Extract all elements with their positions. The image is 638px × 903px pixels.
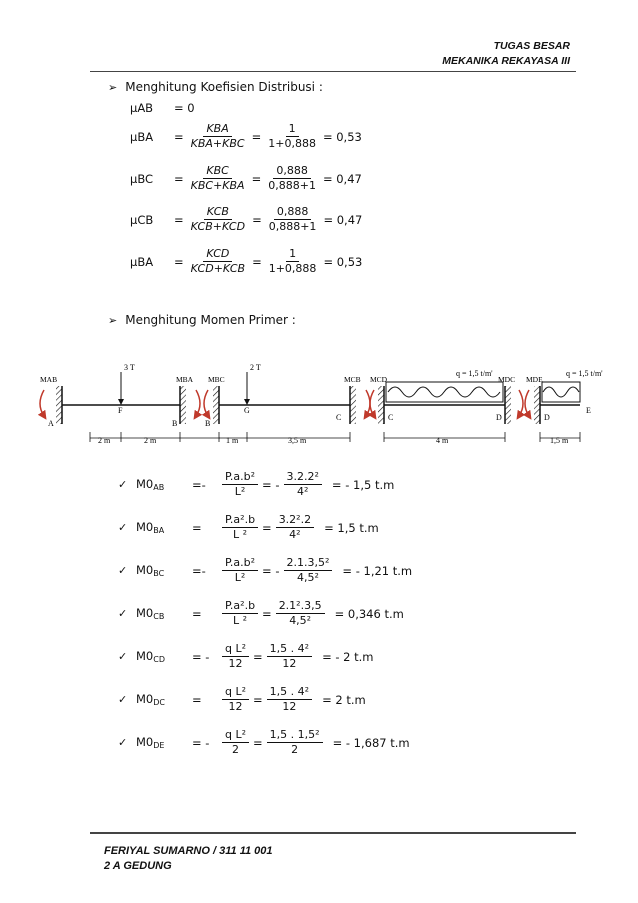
mu-row bbox=[130, 101, 195, 115]
stiffness-fraction bbox=[188, 164, 248, 193]
value-fraction bbox=[276, 599, 325, 628]
mid-sign: = - bbox=[262, 563, 280, 578]
fraction-denominator: 12 bbox=[282, 700, 297, 713]
distributed-load-box bbox=[542, 382, 580, 402]
footer-class: 2 A GEDUNG bbox=[104, 860, 172, 872]
label-MBC: MBC bbox=[208, 375, 225, 384]
equals-sign: = bbox=[251, 171, 262, 186]
mu-row bbox=[130, 205, 362, 234]
mu-result: = 0,47 bbox=[323, 212, 363, 227]
moment-result: = 2 t.m bbox=[322, 692, 366, 707]
checkmark-icon: ✓ bbox=[118, 607, 128, 620]
fraction-numerator: KBC bbox=[203, 164, 231, 179]
fraction-numerator: 0,888 bbox=[274, 205, 312, 220]
fraction-denominator: 4² bbox=[296, 485, 309, 498]
fixed-support-A bbox=[56, 386, 62, 424]
label-node-D2: D bbox=[544, 413, 550, 422]
fraction-denominator: L² bbox=[234, 571, 246, 584]
distributed-load-wave bbox=[388, 387, 500, 397]
label-MCB: MCB bbox=[344, 375, 361, 384]
lead-sign: = bbox=[192, 520, 202, 535]
equals-sign: = bbox=[252, 212, 262, 227]
mid-sign: = - bbox=[262, 477, 280, 492]
mu-row bbox=[130, 164, 362, 193]
fixed-support-C1 bbox=[350, 386, 356, 424]
moment-label bbox=[136, 606, 192, 621]
moment-subscript: DC bbox=[153, 698, 165, 707]
fraction-numerator: 1,5 . 4² bbox=[267, 642, 312, 657]
fixed-support-C2 bbox=[378, 386, 384, 424]
dim-label: 3,5 m bbox=[288, 436, 307, 445]
checkmark-icon: ✓ bbox=[118, 693, 128, 706]
label-node-B2: B bbox=[205, 419, 211, 428]
moment-subscript: AB bbox=[153, 483, 165, 492]
checkmark-icon: ✓ bbox=[118, 478, 128, 491]
section-moments bbox=[108, 313, 296, 327]
stiffness-fraction bbox=[188, 247, 248, 276]
moment-subscript: CD bbox=[153, 655, 165, 664]
fraction-denominator: KCD+KCB bbox=[190, 262, 246, 275]
formula-fraction bbox=[222, 599, 258, 628]
fraction-denominator: L ² bbox=[233, 614, 248, 627]
checkmark-icon: ✓ bbox=[118, 521, 128, 534]
fraction-numerator: KCB bbox=[204, 205, 232, 220]
fraction-numerator: q L² bbox=[222, 728, 249, 743]
section-title: Menghitung Koefisien Distribusi : bbox=[125, 80, 323, 94]
header-subtitle: MEKANIKA REKAYASA III bbox=[442, 55, 570, 67]
label-node-F: F bbox=[118, 406, 123, 415]
formula-fraction bbox=[222, 513, 258, 542]
label-MAB: MAB bbox=[40, 375, 58, 384]
fixed-support-B2 bbox=[213, 386, 219, 424]
lead-sign: = - bbox=[192, 735, 210, 750]
moment-row bbox=[118, 470, 394, 499]
moment-row bbox=[118, 556, 412, 585]
moment-symbol: M0 bbox=[136, 735, 154, 749]
fraction-denominator: 1+0,888 bbox=[268, 137, 316, 150]
moment-arrow-MCD bbox=[370, 390, 374, 416]
moment-result: = - 1,687 t.m bbox=[332, 735, 410, 750]
moment-label bbox=[136, 520, 192, 535]
mid-sign: = bbox=[262, 520, 272, 535]
moment-symbol: M0 bbox=[136, 649, 154, 663]
fraction-denominator: KBC+KBA bbox=[190, 179, 245, 192]
dim-label: 2 m bbox=[98, 436, 111, 445]
fraction-denominator: 12 bbox=[228, 700, 243, 713]
moment-label bbox=[136, 477, 192, 492]
fraction-numerator: q L² bbox=[222, 685, 249, 700]
stiffness-fraction bbox=[188, 205, 248, 234]
label-q1: q = 1,5 t/m' bbox=[456, 369, 493, 378]
arrow-bullet-icon: ➢ bbox=[108, 313, 118, 327]
label-load2: 2 T bbox=[250, 363, 261, 372]
moment-symbol: M0 bbox=[136, 477, 154, 491]
mu-expr: = 0 bbox=[174, 101, 195, 115]
dim-label: 1 m bbox=[226, 436, 239, 445]
fraction-denominator: L² bbox=[234, 485, 246, 498]
moment-symbol: M0 bbox=[136, 606, 154, 620]
fraction-denominator: KCB+KCD bbox=[190, 220, 246, 233]
fraction-denominator: 4,5² bbox=[297, 571, 319, 584]
fraction-numerator: KBA bbox=[203, 122, 231, 137]
arrow-bullet-icon: ➢ bbox=[108, 80, 118, 94]
equals-sign: = bbox=[174, 171, 184, 186]
fraction-denominator: 12 bbox=[282, 657, 297, 670]
mu-result: = 0,53 bbox=[322, 129, 362, 144]
moment-result: = 1,5 t.m bbox=[324, 520, 379, 535]
value-fraction bbox=[265, 122, 319, 151]
lead-sign: =- bbox=[192, 563, 206, 578]
fraction-numerator: 3.2².2 bbox=[276, 513, 314, 528]
header-divider bbox=[90, 71, 576, 72]
value-fraction bbox=[267, 728, 323, 757]
fraction-denominator: 4² bbox=[289, 528, 301, 541]
value-fraction bbox=[276, 513, 314, 542]
moment-result: = 0,346 t.m bbox=[334, 606, 404, 621]
label-MBA: MBA bbox=[176, 375, 194, 384]
label-node-C1: C bbox=[336, 413, 342, 422]
checkmark-icon: ✓ bbox=[118, 736, 128, 749]
mu-row bbox=[130, 247, 362, 276]
fraction-numerator: P.a².b bbox=[222, 599, 258, 614]
header-title: TUGAS BESAR bbox=[493, 40, 570, 52]
lead-sign: = - bbox=[192, 649, 210, 664]
moment-row bbox=[118, 513, 379, 542]
label-MCD: MCD bbox=[370, 375, 388, 384]
mid-sign: = bbox=[262, 606, 272, 621]
label-q2: q = 1,5 t/m' bbox=[566, 369, 603, 378]
moment-result: = - 2 t.m bbox=[322, 649, 374, 664]
dim-label: 1,5 m bbox=[550, 436, 569, 445]
fraction-denominator: 2 bbox=[232, 743, 240, 756]
moment-symbol: M0 bbox=[136, 563, 154, 577]
value-fraction bbox=[265, 164, 319, 193]
fraction-denominator: 4,5² bbox=[289, 614, 312, 627]
distributed-load-wave bbox=[543, 387, 579, 397]
moment-arrow-MDC bbox=[519, 390, 523, 416]
fraction-denominator: L ² bbox=[233, 528, 248, 541]
label-node-C2: C bbox=[388, 413, 394, 422]
label-node-E: E bbox=[586, 406, 591, 415]
equals-sign: = bbox=[174, 129, 184, 144]
mu-label: μBC bbox=[130, 171, 154, 186]
label-node-D1: D bbox=[496, 413, 502, 422]
mid-sign: = bbox=[253, 692, 263, 707]
moment-subscript: CB bbox=[153, 612, 165, 621]
fraction-numerator: 0,888 bbox=[273, 164, 311, 179]
mu-result: = 0,53 bbox=[323, 254, 363, 269]
formula-fraction bbox=[222, 642, 249, 671]
value-fraction bbox=[284, 470, 322, 499]
fraction-numerator: 3.2.2² bbox=[284, 470, 322, 485]
formula-fraction bbox=[222, 470, 258, 499]
moment-row bbox=[118, 599, 404, 628]
beam-diagram bbox=[30, 358, 630, 448]
value-fraction bbox=[267, 685, 312, 714]
checkmark-icon: ✓ bbox=[118, 650, 128, 663]
mu-label: μBA bbox=[130, 254, 154, 269]
equals-sign: = bbox=[174, 254, 184, 269]
value-fraction bbox=[267, 642, 312, 671]
moment-label bbox=[136, 649, 192, 664]
fraction-numerator: 2.1.3,5² bbox=[284, 556, 333, 571]
fraction-numerator: P.a.b² bbox=[222, 556, 258, 571]
moment-result: = - 1,21 t.m bbox=[342, 563, 413, 578]
section-title: Menghitung Momen Primer : bbox=[125, 313, 296, 327]
stiffness-fraction bbox=[188, 122, 248, 151]
fraction-numerator: 2.1².3,5 bbox=[276, 599, 325, 614]
mu-label: μBA bbox=[130, 129, 154, 144]
value-fraction bbox=[266, 247, 320, 276]
section-distribution bbox=[108, 80, 323, 94]
fraction-denominator: 12 bbox=[228, 657, 243, 670]
moment-row bbox=[118, 642, 374, 671]
mu-label: μAB bbox=[130, 101, 154, 115]
moment-subscript: DE bbox=[153, 741, 165, 750]
value-fraction bbox=[284, 556, 333, 585]
fixed-support-D2 bbox=[534, 386, 540, 424]
fraction-numerator: 1,5 . 1,5² bbox=[267, 728, 323, 743]
fraction-numerator: q L² bbox=[222, 642, 249, 657]
moment-arrow-MBC bbox=[204, 390, 208, 416]
mu-row bbox=[130, 122, 362, 151]
fraction-denominator: 2 bbox=[291, 743, 299, 756]
equals-sign: = bbox=[174, 212, 184, 227]
value-fraction bbox=[266, 205, 320, 234]
mu-label: μCB bbox=[130, 212, 154, 227]
moment-arrow-MBA bbox=[196, 390, 200, 416]
label-node-A: A bbox=[48, 419, 54, 428]
lead-sign: = bbox=[192, 606, 202, 621]
mid-sign: = bbox=[253, 735, 263, 750]
fraction-denominator: KBA+KBC bbox=[190, 137, 245, 150]
footer-divider bbox=[90, 832, 576, 834]
mu-result: = 0,47 bbox=[322, 171, 362, 186]
moment-arrow-MDE bbox=[525, 390, 529, 416]
moment-row bbox=[118, 685, 366, 714]
label-node-G: G bbox=[244, 406, 250, 415]
footer-author: FERIYAL SUMARNO / 311 11 001 bbox=[104, 845, 273, 857]
label-MDE: MDE bbox=[526, 375, 543, 384]
dim-label: 2 m bbox=[144, 436, 157, 445]
checkmark-icon: ✓ bbox=[118, 564, 128, 577]
label-node-B1: B bbox=[172, 419, 178, 428]
mid-sign: = bbox=[253, 649, 263, 664]
moment-row bbox=[118, 728, 410, 757]
lead-sign: = bbox=[192, 692, 202, 707]
fixed-support-D1 bbox=[505, 386, 511, 424]
formula-fraction bbox=[222, 556, 258, 585]
formula-fraction bbox=[222, 685, 249, 714]
moment-subscript: BA bbox=[153, 526, 165, 535]
fraction-denominator: 0,888+1 bbox=[268, 179, 316, 192]
label-load1: 3 T bbox=[124, 363, 135, 372]
moment-result: = - 1,5 t.m bbox=[331, 477, 395, 492]
dim-label: 4 m bbox=[436, 436, 449, 445]
moment-symbol: M0 bbox=[136, 520, 154, 534]
fraction-numerator: KCD bbox=[203, 247, 232, 262]
fraction-numerator: P.a.b² bbox=[222, 470, 258, 485]
fixed-support-B1 bbox=[180, 386, 186, 424]
formula-fraction bbox=[222, 728, 249, 757]
fraction-numerator: P.a².b bbox=[222, 513, 258, 528]
moment-arrow-MAB bbox=[40, 390, 44, 416]
fraction-numerator: 1 bbox=[286, 247, 299, 262]
fraction-denominator: 0,888+1 bbox=[268, 220, 317, 233]
moment-label bbox=[136, 692, 192, 707]
equals-sign: = bbox=[252, 254, 262, 269]
lead-sign: =- bbox=[192, 477, 206, 492]
moment-label bbox=[136, 735, 192, 750]
label-MDC: MDC bbox=[498, 375, 516, 384]
fraction-denominator: 1+0,888 bbox=[268, 262, 317, 275]
moment-subscript: BC bbox=[153, 569, 165, 578]
fraction-numerator: 1 bbox=[286, 122, 299, 137]
moment-symbol: M0 bbox=[136, 692, 154, 706]
fraction-numerator: 1,5 . 4² bbox=[267, 685, 312, 700]
equals-sign: = bbox=[251, 129, 262, 144]
moment-label bbox=[136, 563, 192, 578]
